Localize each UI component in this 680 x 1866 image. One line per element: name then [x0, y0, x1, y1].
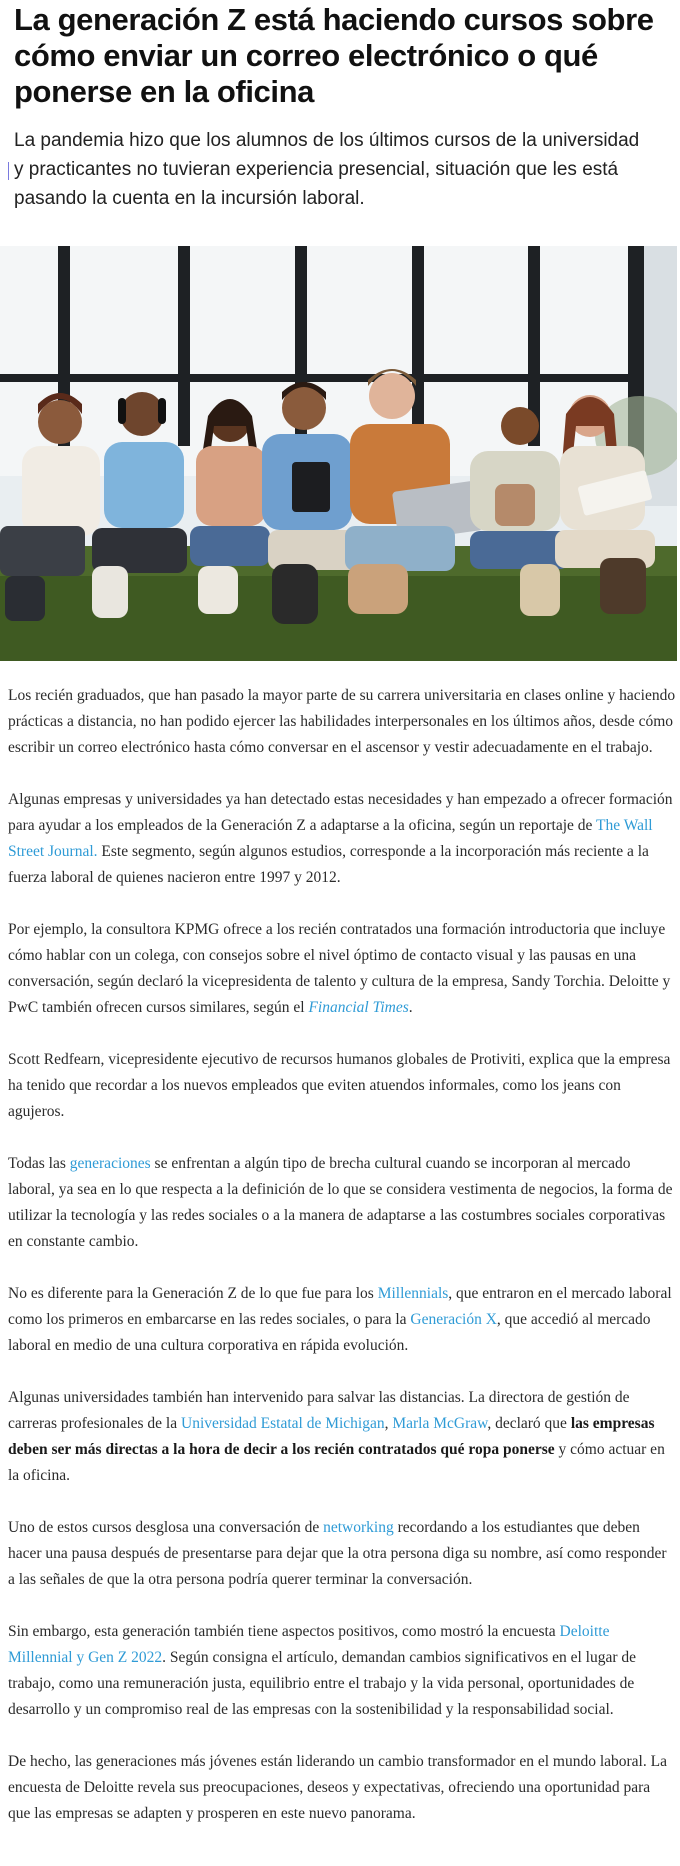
link-deloitte-survey[interactable]: Deloitte Millennial y Gen Z 2022 [8, 1623, 610, 1666]
article-body [8, 683, 676, 1853]
link-networking[interactable]: networking [323, 1519, 394, 1536]
article-paragraph: Scott Redfearn, vicepresidente ejecutivo de recursos humanos globales de Protiviti, explica que la empresa ha tenido que recordar a los nuevos empleados que eviten atuendos informales, como los jeans con agujeros. [8, 1051, 671, 1120]
link-wall-street-journal[interactable]: The Wall Street Journal. [8, 817, 653, 860]
article-paragraph: No es diferente para la Generación Z de lo que fue para los Millennials, que entraron en el mercado laboral como los primeros en embarcarse en las redes sociales, o para la Generación X, que accedió al mercado laboral en medio de una cultura corporativa en rápida evolución. [8, 1285, 672, 1354]
article-lead: La pandemia hizo que los alumnos de los últimos cursos de la universidad y practicantes no tuvieran experiencia presencial, situación que les está pasando la cuenta en la incursión laboral. [14, 130, 640, 209]
article-paragraph: Los recién graduados, que han pasado la mayor parte de su carrera universitaria en clases online y haciendo prácticas a distancia, no han podido ejercer las habilidades interpersonales en los últimos años, desde cómo escribir un correo electrónico hasta cómo conversar en el ascensor y vestir adecuadamente en el trabajo. [8, 687, 676, 756]
text-cursor-mark [8, 162, 9, 180]
link-generacion-x[interactable]: Generación X [410, 1311, 497, 1328]
link-universidad-estatal-michigan[interactable]: Universidad Estatal de Michigan [181, 1415, 385, 1432]
article-paragraph: Por ejemplo, la consultora KPMG ofrece a los recién contratados una formación introductoria que incluye cómo hablar con un colega, con consejos sobre el nivel óptimo de contacto visual y las pausas en una conversación, según declaró la vicepresidenta de talento y cultura de la empresa, Sandy Torchia. Deloitte y PwC también ofrecen cursos similares, según el Financial Times. [8, 921, 671, 1016]
link-millennials[interactable]: Millennials [377, 1285, 449, 1302]
article-paragraph: De hecho, las generaciones más jóvenes están liderando un cambio transformador en el mundo laboral. La encuesta de Deloitte revela sus preocupaciones, deseos y expectativas, ofreciendo una oportunidad para que las empresas se adapten y prosperen en este nuevo panorama. [8, 1753, 667, 1822]
link-marla-mcgraw[interactable]: Marla McGraw [392, 1415, 488, 1432]
article-paragraph: Uno de estos cursos desglosa una conversación de networking recordando a los estudiantes que deben hacer una pausa después de presentarse para dejar que la otra persona diga su nombre, así como responder a las señales de que la otra persona podría querer terminar la conversación. [8, 1519, 667, 1588]
article-paragraph: Sin embargo, esta generación también tiene aspectos positivos, como mostró la encuesta Deloitte Millennial y Gen Z 2022. Según consigna el artículo, demandan cambios significativos en el lugar de trabajo, como una remuneración justa, equilibrio entre el trabajo y la vida personal, oportunidades de desarrollo y un compromiso real de las empresas con la sostenibilidad y la responsabilidad social. [8, 1623, 637, 1718]
article-paragraph: Todas las generaciones se enfrentan a algún tipo de brecha cultural cuando se incorporan al mercado laboral, ya sea en lo que respecta a la definición de lo que se considera vestimenta de negocios, la forma de utilizar la tecnología y las redes sociales o a la manera de adaptarse a las costumbres sociales corporativas en constante cambio. [8, 1155, 673, 1250]
article-headline: La generación Z está haciendo cursos sobre cómo enviar un correo electrónico o qué ponerse en la oficina [14, 2, 654, 109]
link-generaciones[interactable]: generaciones [69, 1155, 151, 1172]
article-paragraph: Algunas empresas y universidades ya han detectado estas necesidades y han empezado a ofrecer formación para ayudar a los empleados de la Generación Z a adaptarse a la oficina, según un reportaje de The Wall Street Journal. Este segmento, según algunos estudios, corresponde a la incorporación más reciente a la fuerza laboral de quienes nacieron entre 1997 y 2012. [8, 791, 673, 886]
link-financial-times[interactable]: Financial Times [308, 999, 409, 1016]
emphasis-text: las empresas deben ser más directas a la hora de decir a los recién contratados qué ropa ponerse [8, 1415, 655, 1458]
article-paragraph: Algunas universidades también han intervenido para salvar las distancias. La directora de gestión de carreras profesionales de la Universidad Estatal de Michigan, Marla McGraw, declaró que las empresas deben ser más directas a la hora de decir a los recién contratados qué ropa ponerse y cómo actuar en la oficina. [8, 1389, 665, 1484]
hero-image-students-sitting-with-devices [0, 246, 677, 661]
